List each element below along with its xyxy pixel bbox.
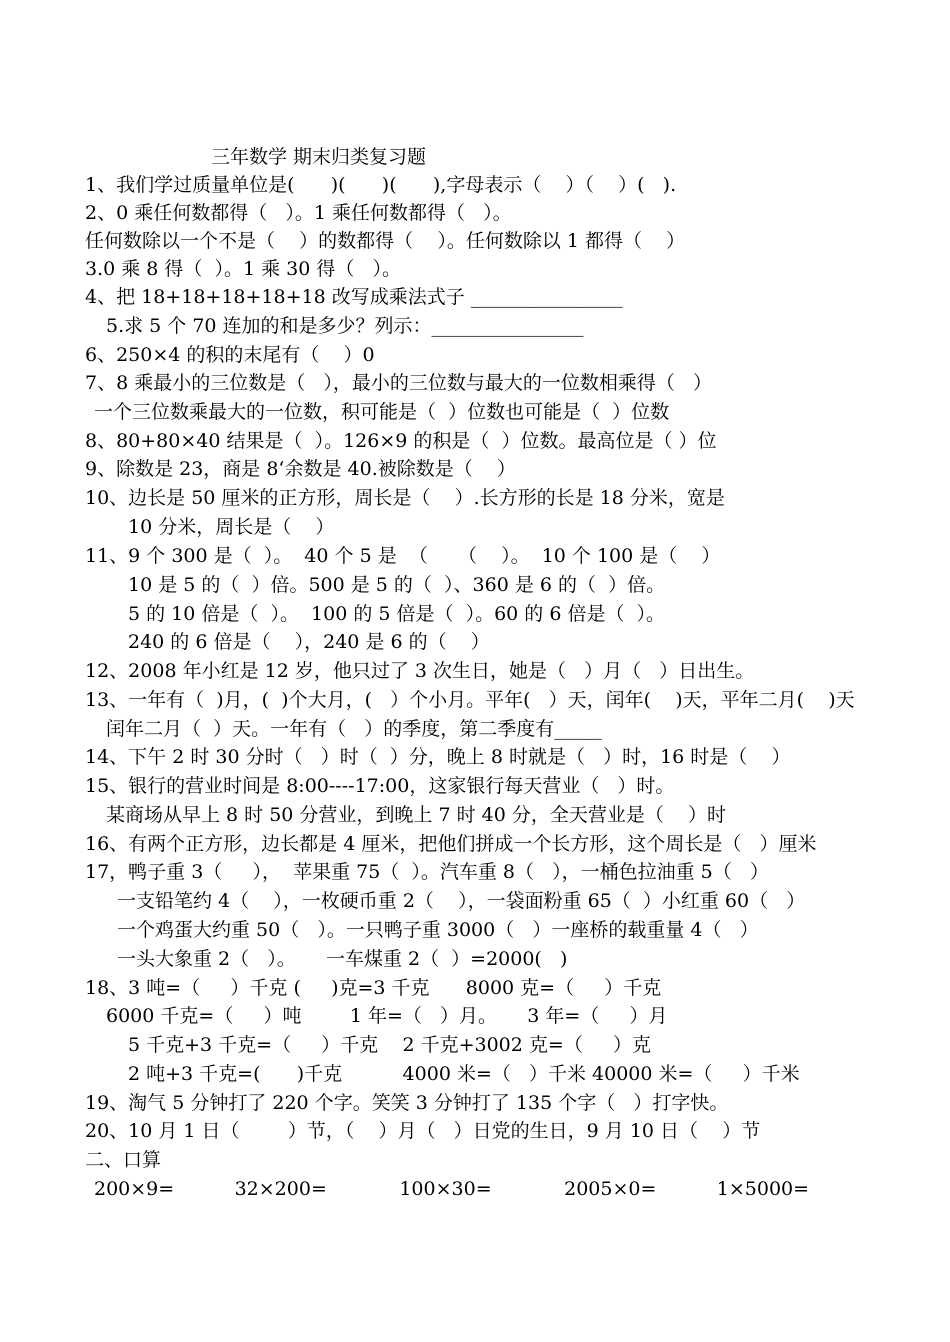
question-line: 4、把 18+18+18+18+18 改写成乘法式子 ________________: [85, 286, 623, 308]
question-line: 一个三位数乘最大的一位数，积可能是（ ）位数也可能是（ ）位数: [94, 401, 670, 423]
question-line: 10、边长是 50 厘米的正方形，周长是（ ）.长方形的长是 18 分米，宽是: [85, 487, 725, 509]
question-line: 18、3 吨=（ ）千克 ( )克=3 千克 8000 克=（ ）千克: [85, 977, 662, 999]
question-line: 6000 千克=（ ）吨 1 年=（ ）月。 3 年=（ ）月: [106, 1005, 668, 1027]
question-line: 5 千克+3 千克=（ ）千克 2 千克+3002 克=（ ）克: [128, 1034, 652, 1056]
question-line: 14、下午 2 时 30 分时（ ）时（ ）分，晚上 8 时就是（ ）时，16 时是（ ）: [85, 746, 791, 768]
question-line: 闰年二月（ ）天。一年有（ ）的季度，第二季度有_____: [106, 718, 602, 740]
question-line: 10 分米，周长是（ ）: [128, 516, 335, 538]
question-line: 20、10 月 1 日（ ）节，（ ）月（ ）日党的生日，9 月 10 日（ ）节: [85, 1120, 761, 1142]
question-line: 8、80+80×40 结果是（ ）。126×9 的积是（ ）位数。最高位是（ ）位: [85, 430, 717, 452]
question-line: 9、除数是 23，商是 8‘余数是 40.被除数是（ ）: [85, 458, 516, 480]
question-line: 某商场从早上 8 时 50 分营业，到晚上 7 时 40 分，全天营业是（ ）时: [106, 804, 727, 826]
question-line: 16、有两个正方形，边长都是 4 厘米，把他们拼成一个长方形，这个周长是（ ）厘米: [85, 833, 817, 855]
question-line: 13、一年有（ )月，( )个大月，( ）个小月。平年( ）天，闰年( )天，平年二月( )天: [85, 689, 855, 711]
question-line: 5 的 10 倍是（ ）。 100 的 5 倍是（ ）。60 的 6 倍是（ ）。: [128, 603, 666, 625]
question-line: 2、0 乘任何数都得（ ）。1 乘任何数都得（ ）。: [85, 202, 512, 224]
question-line: 3.0 乘 8 得（ ）。1 乘 30 得（ ）。: [85, 258, 402, 280]
question-line: 1、我们学过质量单位是( )( )( ),字母表示（ ）（ ）( ).: [85, 174, 677, 196]
question-line: 6、250×4 的积的末尾有（ ）0: [85, 344, 375, 366]
question-line: 240 的 6 倍是（ ），240 是 6 的（ ）: [128, 631, 490, 653]
section-heading: 二、口算: [85, 1149, 162, 1171]
question-line: 一支铅笔约 4（ ），一枚硬币重 2（ ），一袋面粉重 65（ ）小红重 60（ ）: [117, 890, 806, 912]
question-line: 2 吨+3 千克=( )千克 4000 米=（ ）千米 40000 米=（ ）千米: [128, 1063, 800, 1085]
question-line: 12、2008 年小红是 12 岁，他只过了 3 次生日，她是（ ）月（ ）日出生。: [85, 660, 755, 682]
oral-calc-line: 200×9= 32×200= 100×30= 2005×0= 1×5000=: [94, 1178, 810, 1200]
question-line: 任何数除以一个不是（ ）的数都得（ ）。任何数除以 1 都得（ ）: [85, 230, 686, 252]
question-line: 10 是 5 的（ ）倍。500 是 5 的（ ）、360 是 6 的（ ）倍。: [128, 574, 666, 596]
question-line: 11、9 个 300 是（ ）。 40 个 5 是 （ （ ）。 10 个 100 是（ ）: [85, 545, 721, 567]
page-title: 三年数学 期末归类复习题: [211, 146, 427, 168]
question-line: 19、淘气 5 分钟打了 220 个字。笑笑 3 分钟打了 135 个字（ ）打字快。: [85, 1092, 729, 1114]
question-line: 一头大象重 2（ ）。 一车煤重 2（ ）=2000( ): [117, 948, 568, 970]
question-line: 17，鸭子重 3（ ）， 苹果重 75（ ）。汽车重 8（ ），一桶色拉油重 5（ ）: [85, 861, 769, 883]
question-line: 15、银行的营业时间是 8:00----17:00，这家银行每天营业（ ）时。: [85, 775, 675, 797]
question-line: 一个鸡蛋大约重 50（ ）。一只鸭子重 3000（ ）一座桥的载重量 4（ ）: [117, 919, 759, 941]
question-line: 5.求 5 个 70 连加的和是多少？列示：________________: [106, 315, 584, 337]
question-line: 7、8 乘最小的三位数是（ ），最小的三位数与最大的一位数相乘得（ ）: [85, 372, 712, 394]
